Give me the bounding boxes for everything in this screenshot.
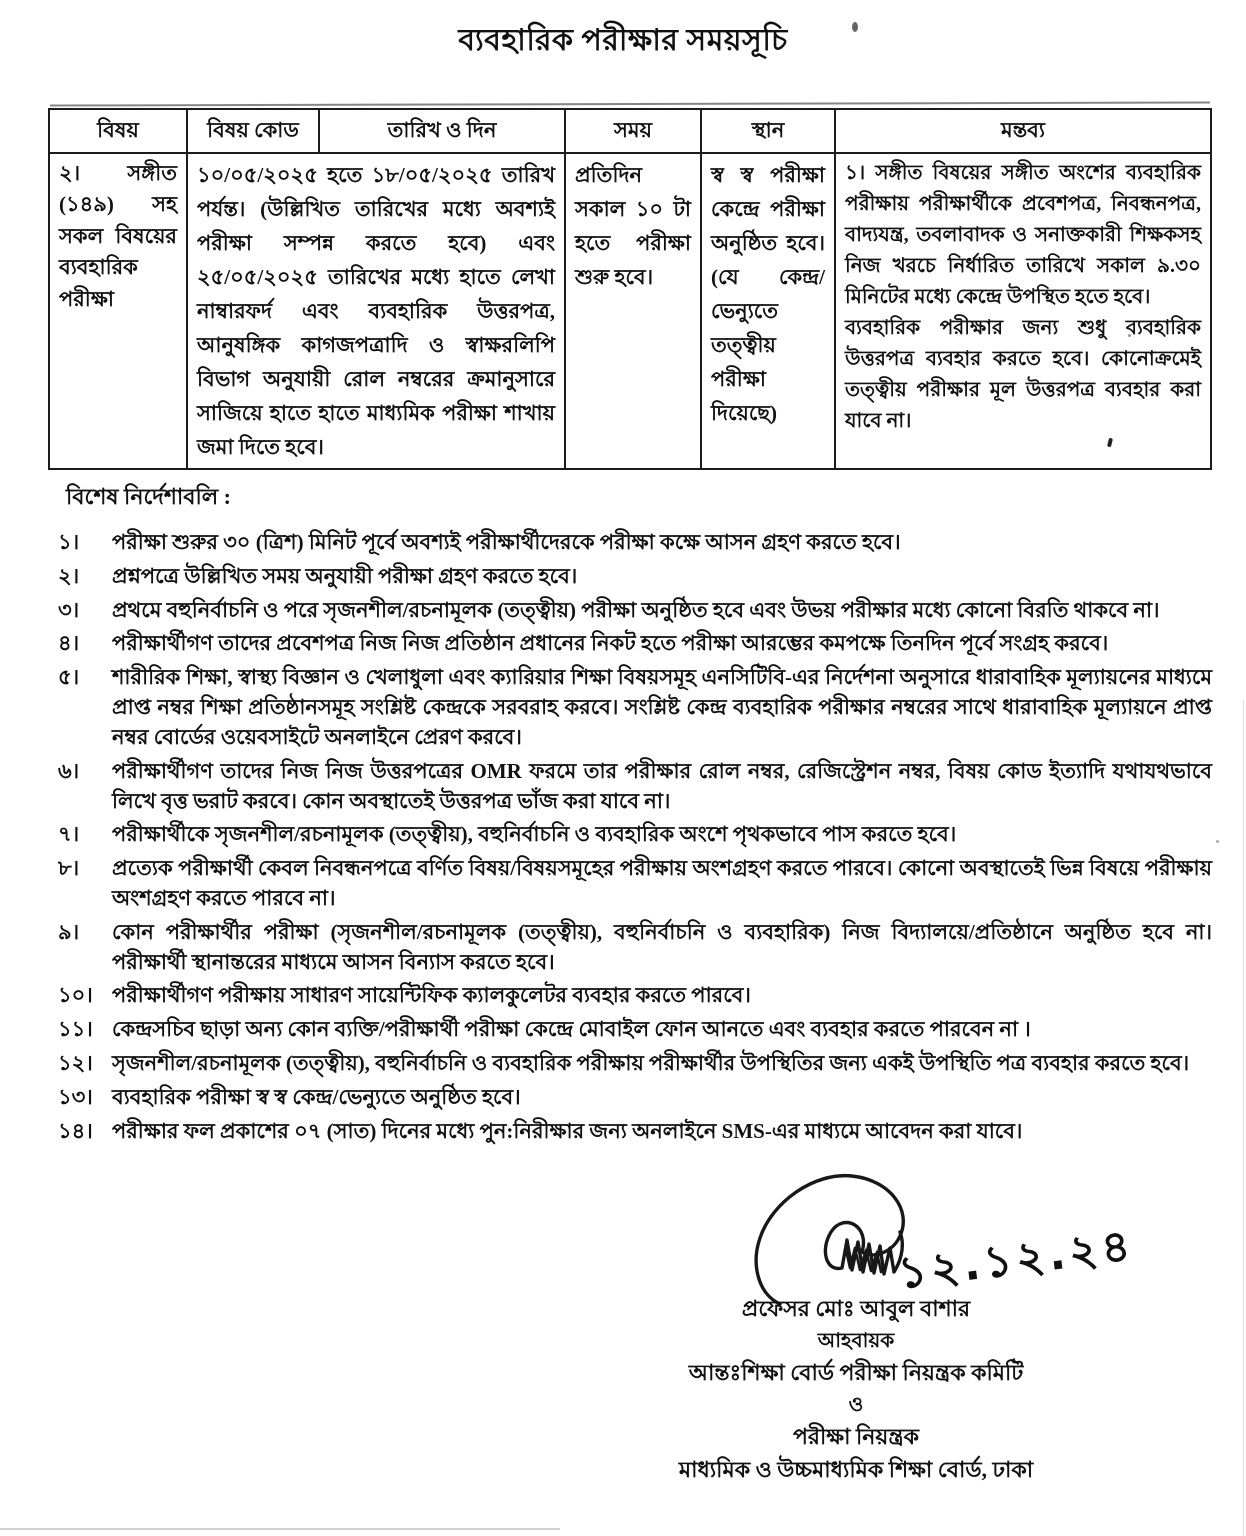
- instruction-number: ১১।: [58, 1017, 93, 1042]
- instruction-text: পরীক্ষার ফল প্রকাশের ০৭ (সাত) দিনের মধ্যে পুন:নিরীক্ষার জন্য অনলাইনে SMS-এর মাধ্যমে আবেদন করা যাবে।: [112, 1118, 1023, 1143]
- instruction-item: [52, 820, 1212, 850]
- exam-schedule-table: [48, 108, 1212, 470]
- instruction-text: প্রশ্নপত্রে উল্লিখিত সময় অনুযায়ী পরীক্ষা গ্রহণ করতে হবে।: [112, 563, 578, 588]
- instruction-item: [52, 1083, 1212, 1113]
- col-header-place: স্থান: [701, 109, 835, 153]
- cell-place: স্ব স্ব পরীক্ষা কেন্দ্রে পরীক্ষা অনুষ্ঠিত হবে। (যে কেন্দ্র/ভেন্যুতে তত্ত্বীয় পরীক্ষা দিয়েছে): [701, 153, 835, 469]
- date-text: ১০/০৫/২০২৫ হতে ১৮/০৫/২০২৫ তারিখ পর্যন্ত। (উল্লিখিত তারিখের মধ্যে অবশ্যই পরীক্ষা সম্পন্ন করতে হবে) এবং ২৫/০৫/২০২৫ তারিখের মধ্যে হাতে লেখা নাম্বারফর্দ এবং ব্যবহারিক উত্তরপত্র, আনুষঙ্গিক কাগজপত্রাদি ও স্বাক্ষরলিপি বিভাগ অনুযায়ী: [197, 162, 555, 391]
- remarks-paragraph-1: ১। সঙ্গীত বিষয়ের সঙ্গীত অংশের ব্যবহারিক পরীক্ষায় পরীক্ষার্থীকে প্রবেশপত্র, নিবন্ধনপত্র, বাদ্যযন্ত্র, তবলাবাদক ও সনাক্তকারী শিক্ষকসহ নিজ খরচে নির্ধারিত তারিখে সকাল ৯.৩০ মিনিটের মধ্যে কেন্দ্রে উপস্থিত হতে হবে।: [845, 161, 1201, 308]
- scan-edge-artifact: [0, 1528, 560, 1530]
- instruction-number: ২।: [58, 563, 80, 588]
- scan-speck: [1216, 840, 1219, 843]
- instruction-number: ১৪।: [58, 1118, 93, 1143]
- instruction-text: পরীক্ষার্থীগণ তাদের প্রবেশপত্র নিজ নিজ প্রতিষ্ঠান প্রধানের নিকট হতে পরীক্ষা আরম্ভের কমপক্ষে তিনদিন পূর্বে সংগ্রহ করবে।: [112, 631, 1109, 656]
- instruction-item: [52, 918, 1212, 978]
- signatory-committee: আন্তঃশিক্ষা বোর্ড পরীক্ষা নিয়ন্ত্রক কমিটি: [688, 1360, 1024, 1385]
- col-header-date-day: তারিখ ও দিন: [319, 109, 565, 153]
- instruction-number: ৬।: [58, 758, 80, 783]
- scan-edge-artifact: [1243, 700, 1244, 1536]
- table-header-row: [49, 109, 1211, 153]
- table-top-scan-line: [50, 101, 1210, 106]
- col-header-time: সময়: [565, 109, 701, 153]
- signatory-board: মাধ্যমিক ও উচ্চমাধ্যমিক শিক্ষা বোর্ড, ঢাকা: [678, 1457, 1034, 1482]
- instruction-item: [52, 562, 1212, 592]
- signatory-name: প্রফেসর মোঃ আবুল বাশার: [741, 1296, 971, 1321]
- cell-time: প্রতিদিন সকাল ১০ টা হতে পরীক্ষা শুরু হবে।: [565, 153, 701, 469]
- instruction-number: ৪।: [58, 631, 80, 656]
- instruction-number: ১০।: [58, 983, 93, 1008]
- instruction-text: প্রত্যেক পরীক্ষার্থী কেবল নিবন্ধনপত্রে বর্ণিত বিষয়/বিষয়সমূহের পরীক্ষায় অংশগ্রহণ করতে পারবে। কোনো অবস্থাতেই ভিন্ন বিষয়ে পরীক্ষায় অংশগ্রহণ করতে পারবে না।: [112, 856, 1212, 910]
- instruction-item: [52, 1049, 1212, 1079]
- instruction-text: প্রথমে বহুনির্বাচনি ও পরে সৃজনশীল/রচনামূলক (তত্ত্বীয়) পরীক্ষা অনুষ্ঠিত হবে এবং উভয় পরীক্ষার মধ্যে কোনো বিরতি থাকবে না।: [112, 597, 1160, 622]
- instructions-list: [52, 528, 1212, 1150]
- signatory-role-convener: আহবায়ক: [817, 1330, 895, 1352]
- instruction-text: শারীরিক শিক্ষা, স্বাস্থ্য বিজ্ঞান ও খেলাধুলা এবং ক্যারিয়ার শিক্ষা বিষয়সমূহ এনসিটিবি-এর নির্দেশনা অনুসারে ধারাবাহিক মূল্যায়নের মাধ্যমে প্রাপ্ত নম্বর শিক্ষা প্রতিষ্ঠানসমূহ সংশ্লিষ্ট কেন্দ্রকে সরবরাহ করবে। সংশ্লিষ্ট কেন্দ্র ব্যবহারিক পরীক্ষার নম্বরের সাথে ধারাবাহিক মূল্যায়নে প্রাপ্ত নম্বর বোর্ডের ওয়েবসাইটে অনলাইনে প্রেরণ করবে।: [112, 665, 1212, 749]
- instruction-text: পরীক্ষার্থীগণ পরীক্ষায় সাধারণ সায়েন্টিফিক ক্যালকুলেটর ব্যবহার করতে পারবে।: [112, 983, 751, 1008]
- page-title: ব্যবহারিক পরীক্ষার সময়সূচি: [458, 24, 788, 57]
- instruction-text: পরীক্ষার্থীকে সৃজনশীল/রচনামূলক (তত্ত্বীয়), বহুনির্বাচনি ও ব্যবহারিক অংশে পৃথকভাবে পাস করতে হবে।: [112, 822, 957, 847]
- instruction-text: সৃজনশীল/রচনামূলক (তত্ত্বীয়), বহুনির্বাচনি ও ব্যবহারিক পরীক্ষায় পরীক্ষার্থীর উপস্থিতির জন্য একই উপস্থিতি পত্র ব্যবহার করতে হবে।: [112, 1051, 1190, 1075]
- instruction-item: [52, 981, 1212, 1011]
- date-text-bold: রোল নম্বরের ক্রমানুসারে সাজিয়ে: [197, 366, 555, 425]
- scan-pen-mark: [1107, 437, 1113, 447]
- signatory-conjunction: ও: [848, 1394, 864, 1416]
- instruction-text: কেন্দ্রসচিব ছাড়া অন্য কোন ব্যক্তি/পরীক্ষার্থী পরীক্ষা কেন্দ্রে মোবাইল ফোন আনতে এবং ব্যবহার করতে পারবেন না ।: [112, 1017, 1031, 1042]
- instruction-text: ব্যবহারিক পরীক্ষা স্ব স্ব কেন্দ্র/ভেন্যুতে অনুষ্ঠিত হবে।: [112, 1084, 521, 1109]
- handwritten-date: ১২.১২.২৪: [895, 1219, 1137, 1300]
- instruction-text: পরীক্ষা শুরুর ৩০ (ত্রিশ) মিনিট পূর্বে অবশ্যই পরীক্ষার্থীদেরকে পরীক্ষা কক্ষে আসন গ্রহণ করতে হবে।: [112, 530, 901, 554]
- instruction-number: ১৩।: [58, 1084, 93, 1109]
- col-header-remarks: মন্তব্য: [835, 109, 1211, 153]
- instruction-item: [52, 663, 1212, 752]
- instruction-text: পরীক্ষার্থীগণ তাদের নিজ নিজ উত্তরপত্রের OMR ফরমে তার পরীক্ষার রোল নম্বর, রেজিস্ট্রেশন নম্বর, বিষয় কোড ইত্যাদি যথাযথভাবে লিখে বৃত্ত ভরাট করবে। কোন অবস্থাতেই উত্তরপত্র ভাঁজ করা যাবে না।: [112, 758, 1212, 813]
- signatory-role-controller: পরীক্ষা নিয়ন্ত্রক: [792, 1424, 920, 1449]
- instruction-item: [52, 528, 1212, 558]
- instruction-number: ৩।: [58, 597, 80, 622]
- cell-date-day: [187, 153, 565, 469]
- col-header-subject-code: বিষয় কোড: [187, 109, 319, 153]
- instruction-item: [52, 1015, 1212, 1045]
- instruction-number: ৫।: [58, 665, 80, 690]
- instruction-item: [52, 1117, 1212, 1147]
- instruction-number: ৯।: [58, 919, 80, 944]
- instruction-item: [52, 854, 1212, 914]
- table-row: [49, 153, 1211, 469]
- instruction-number: ৭।: [58, 822, 80, 847]
- instruction-text: কোন পরীক্ষার্থীর পরীক্ষা (সৃজনশীল/রচনামূলক (তত্ত্বীয়), বহুনির্বাচনি ও ব্যবহারিক) নিজ বিদ্যালয়ে/প্রতিষ্ঠানে অনুষ্ঠিত হবে না। পরীক্ষার্থী স্থানান্তরের মাধ্যমে আসন বিন্যাস করতে হবে।: [112, 919, 1212, 974]
- date-text: হাতে হাতে মাধ্যমিক পরীক্ষা শাখায় জমা দিতে হবে।: [197, 400, 555, 459]
- instruction-number: ৮।: [58, 856, 80, 881]
- instructions-heading: বিশেষ নির্দেশাবলি :: [66, 484, 232, 509]
- cell-subject: ২। সঙ্গীত (১৪৯) সহ সকল বিষয়ের ব্যবহারিক পরীক্ষা: [49, 153, 187, 469]
- instruction-number: ১।: [58, 530, 80, 554]
- instruction-item: [52, 757, 1212, 817]
- cell-remarks: [835, 153, 1211, 469]
- col-header-subject: বিষয়: [49, 109, 187, 153]
- instruction-item: [52, 629, 1212, 659]
- signatory-block: [596, 1298, 1116, 1492]
- instruction-number: ১২।: [58, 1051, 93, 1075]
- instruction-item: [52, 596, 1212, 626]
- scan-speck: [852, 22, 858, 32]
- remarks-paragraph-2: ব্যবহারিক পরীক্ষার জন্য শুধু ব্যবহারিক উত্তরপত্র ব্যবহার করতে হবে। কোনোক্রমেই তত্ত্বীয় পরীক্ষার মূল উত্তরপত্র ব্যবহার করা যাবে না।: [845, 316, 1201, 432]
